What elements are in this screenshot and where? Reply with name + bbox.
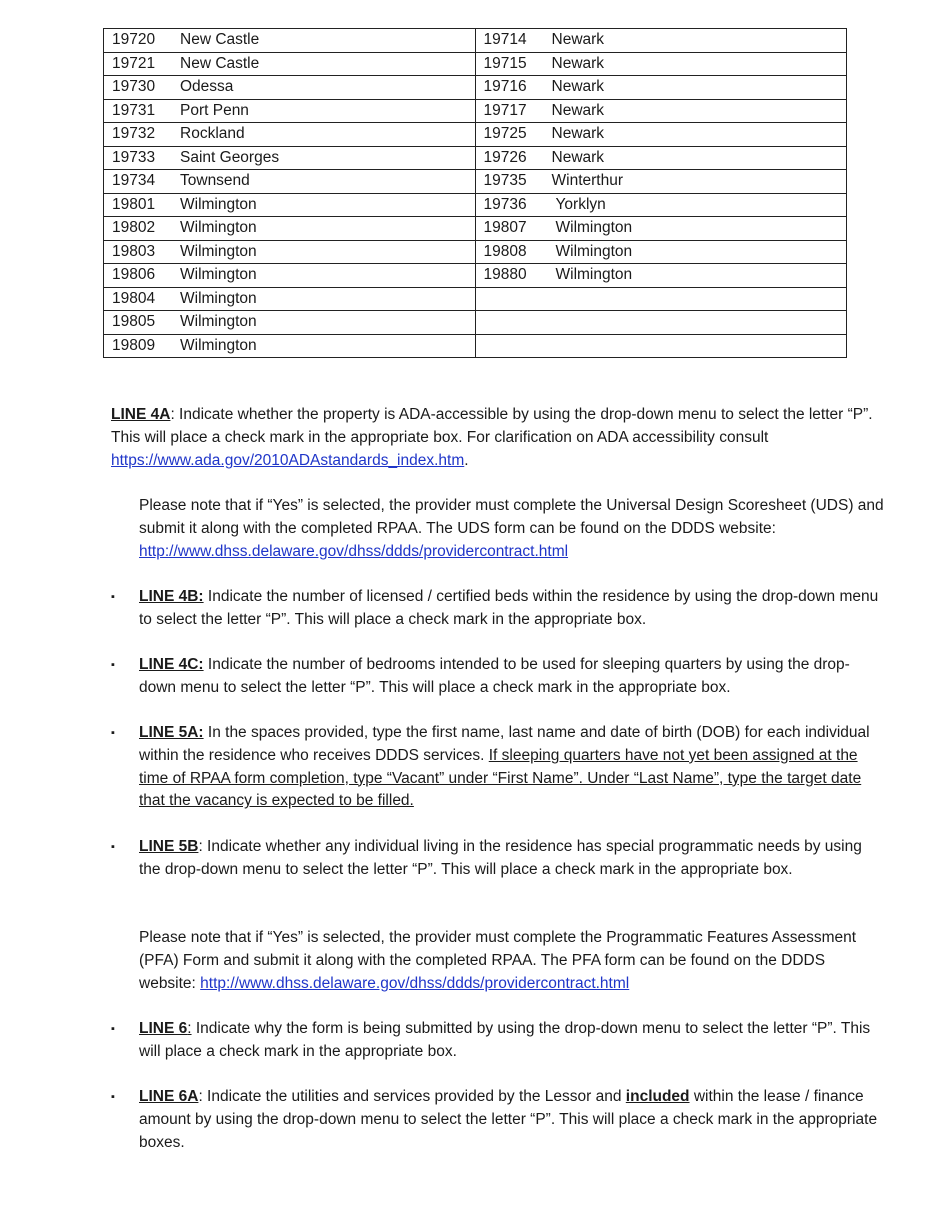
- city-name: Newark: [551, 78, 605, 96]
- zip-code: 19805: [112, 313, 156, 331]
- zip-code: 19732: [112, 125, 156, 143]
- table-row: [104, 123, 847, 147]
- line-5b-text: : Indicate whether any individual living in the residence has special programmatic needs by using the drop-down menu to select the letter “P”. This will place a check mark in the appropriate box.: [139, 838, 862, 878]
- table-row: [104, 52, 847, 76]
- zip-cell-right: [475, 264, 847, 288]
- ada-standards-link[interactable]: https://www.ada.gov/2010ADAstandards_index.htm: [111, 451, 465, 469]
- zip-code: 19720: [112, 31, 156, 49]
- zip-cell-right: [475, 311, 847, 335]
- table-row: [104, 287, 847, 311]
- zip-cell-right: [475, 193, 847, 217]
- zip-cell-left: [104, 240, 476, 264]
- zip-code: 19736: [483, 195, 527, 213]
- line-5a-vacancy-instructions: If sleeping quarters have not yet been assigned at the time of RPAA form completion, type “Vacant” under “First Name”. Under “Last Name”, type the target date that the vacancy is expected to be filled.: [139, 746, 862, 810]
- line-4a-text: : Indicate whether the property is ADA-accessible by using the drop-down menu to select the letter “P”. This will place a check mark in the appropriate box. For clarification on ADA accessibility consult: [111, 406, 873, 446]
- zip-code: 19716: [483, 78, 527, 96]
- table-row: [104, 76, 847, 100]
- table-row: [104, 99, 847, 123]
- zip-cell-left: [104, 264, 476, 288]
- pfa-note-paragraph: [139, 927, 884, 995]
- city-name: New Castle: [180, 31, 260, 49]
- table-row: [104, 311, 847, 335]
- line-6-colon: :: [187, 1020, 192, 1037]
- zip-cell-right: [475, 29, 847, 53]
- zip-code: 19801: [112, 195, 156, 213]
- city-name: Wilmington: [180, 219, 257, 237]
- zip-cell-right: [475, 334, 847, 358]
- table-row: [104, 334, 847, 358]
- zip-cell-left: [104, 29, 476, 53]
- zip-code: 19802: [112, 219, 156, 237]
- city-name: Newark: [551, 101, 605, 119]
- line-5a-text: In the spaces provided, type the first name, last name and date of birth (DOB) for each individual within the residence who receives DDDS services.: [139, 724, 870, 764]
- bullet-icon: ▪: [111, 841, 115, 853]
- zip-code: 19726: [483, 148, 527, 166]
- bullet-icon: ▪: [111, 591, 115, 603]
- zip-cell-left: [104, 76, 476, 100]
- zip-cell-right: [475, 287, 847, 311]
- city-name: Odessa: [180, 78, 234, 96]
- zip-code: 19809: [112, 336, 156, 354]
- city-name: Rockland: [180, 125, 245, 143]
- line-4c-text: Indicate the number of bedrooms intended to be used for sleeping quarters by using the drop-down menu to select the letter “P”. This will place a check mark in the appropriate box.: [139, 656, 850, 696]
- zip-code: 19880: [483, 266, 527, 284]
- line-4b-label: LINE 4B:: [139, 588, 204, 605]
- city-name: Newark: [551, 31, 605, 49]
- bullet-icon: ▪: [111, 1091, 115, 1103]
- line-6a-text-1: : Indicate the utilities and services provided by the Lessor and: [198, 1088, 626, 1105]
- line-6a-text-2: within the lease / finance amount by using the drop-down menu to select the letter “P”. This will place a check mark in the appropriate boxes.: [139, 1088, 878, 1151]
- zip-code: 19714: [483, 31, 527, 49]
- line-4a-tail: .: [464, 451, 469, 469]
- zip-cell-right: [475, 240, 847, 264]
- line-4b-text: Indicate the number of licensed / certified beds within the residence by using the drop-down menu to select the letter “P”. This will place a check mark in the appropriate box.: [139, 588, 879, 628]
- zip-cell-left: [104, 52, 476, 76]
- zip-code: 19804: [112, 289, 156, 307]
- zip-cell-left: [104, 287, 476, 311]
- zip-cell-left: [104, 146, 476, 170]
- zip-cell-right: [475, 76, 847, 100]
- line-4c-label: LINE 4C:: [139, 656, 204, 673]
- city-name: Wilmington: [180, 336, 257, 354]
- table-row: [104, 264, 847, 288]
- zip-cell-left: [104, 217, 476, 241]
- zip-code: 19730: [112, 78, 156, 96]
- zip-cell-left: [104, 99, 476, 123]
- line-6a-included-emphasis: included: [625, 1088, 690, 1105]
- line-4a-label: LINE 4A: [111, 406, 171, 423]
- zip-code: 19734: [112, 172, 156, 190]
- line-6-text: Indicate why the form is being submitted by using the drop-down menu to select the letter “P”. This will place a check mark in the appropriate box.: [139, 1020, 871, 1060]
- line-4a-paragraph: [111, 404, 886, 472]
- uds-note-text: Please note that if “Yes” is selected, the provider must complete the Universal Design Scoresheet (UDS) and submit it along with the completed RPAA. The UDS form can be found on the DDDS website:: [139, 497, 884, 537]
- pfa-note-text: Please note that if “Yes” is selected, the provider must complete the Programmatic Features Assessment (PFA) Form and submit it along with the completed RPAA. The PFA form can be found on the DDDS website:: [139, 929, 857, 992]
- zip-cell-right: [475, 170, 847, 194]
- city-name: Yorklyn: [555, 195, 606, 213]
- city-name: Newark: [551, 125, 605, 143]
- city-name: Port Penn: [180, 101, 249, 119]
- zip-cell-left: [104, 334, 476, 358]
- zip-cell-right: [475, 99, 847, 123]
- zip-code-table: [103, 28, 847, 358]
- city-name: Wilmington: [180, 266, 257, 284]
- city-name: Newark: [551, 54, 605, 72]
- line-5a-label: LINE 5A:: [139, 724, 204, 741]
- city-name: Townsend: [180, 172, 250, 190]
- zip-cell-left: [104, 193, 476, 217]
- city-name: Wilmington: [180, 195, 257, 213]
- uds-note-paragraph: [139, 495, 884, 563]
- city-name: Wilmington: [555, 242, 633, 260]
- city-name: Winterthur: [551, 172, 623, 190]
- city-name: Wilmington: [555, 219, 633, 237]
- zip-code: 19733: [112, 148, 156, 166]
- line-6a-label: LINE 6A: [139, 1088, 199, 1105]
- zip-code: 19806: [112, 266, 156, 284]
- pfa-provider-contract-link[interactable]: http://www.dhss.delaware.gov/dhss/ddds/providercontract.html: [200, 974, 630, 992]
- zip-code: 19725: [483, 125, 527, 143]
- city-name: Wilmington: [180, 242, 257, 260]
- table-row: [104, 146, 847, 170]
- zip-cell-right: [475, 52, 847, 76]
- zip-code: 19721: [112, 54, 156, 72]
- zip-cell-right: [475, 123, 847, 147]
- zip-code: 19803: [112, 242, 156, 260]
- city-name: Wilmington: [555, 266, 633, 284]
- table-row: [104, 29, 847, 53]
- line-6-label: LINE 6: [139, 1020, 188, 1037]
- zip-code: 19808: [483, 242, 527, 260]
- zip-cell-left: [104, 123, 476, 147]
- table-row: [104, 170, 847, 194]
- line-5b-label: LINE 5B: [139, 838, 199, 855]
- zip-cell-left: [104, 170, 476, 194]
- table-row: [104, 217, 847, 241]
- city-name: Wilmington: [180, 313, 257, 331]
- table-row: [104, 193, 847, 217]
- zip-code: 19715: [483, 54, 527, 72]
- city-name: Newark: [551, 148, 605, 166]
- zip-cell-right: [475, 217, 847, 241]
- table-row: [104, 240, 847, 264]
- zip-code: 19717: [483, 101, 527, 119]
- bullet-icon: ▪: [111, 659, 115, 671]
- city-name: New Castle: [180, 54, 260, 72]
- zip-code: 19731: [112, 101, 156, 119]
- bullet-icon: ▪: [111, 727, 115, 739]
- zip-code: 19807: [483, 219, 527, 237]
- zip-code: 19735: [483, 172, 527, 190]
- zip-cell-left: [104, 311, 476, 335]
- uds-provider-contract-link[interactable]: http://www.dhss.delaware.gov/dhss/ddds/providercontract.html: [139, 542, 569, 560]
- city-name: Saint Georges: [180, 148, 280, 166]
- bullet-icon: ▪: [111, 1023, 115, 1035]
- city-name: Wilmington: [180, 289, 257, 307]
- zip-cell-right: [475, 146, 847, 170]
